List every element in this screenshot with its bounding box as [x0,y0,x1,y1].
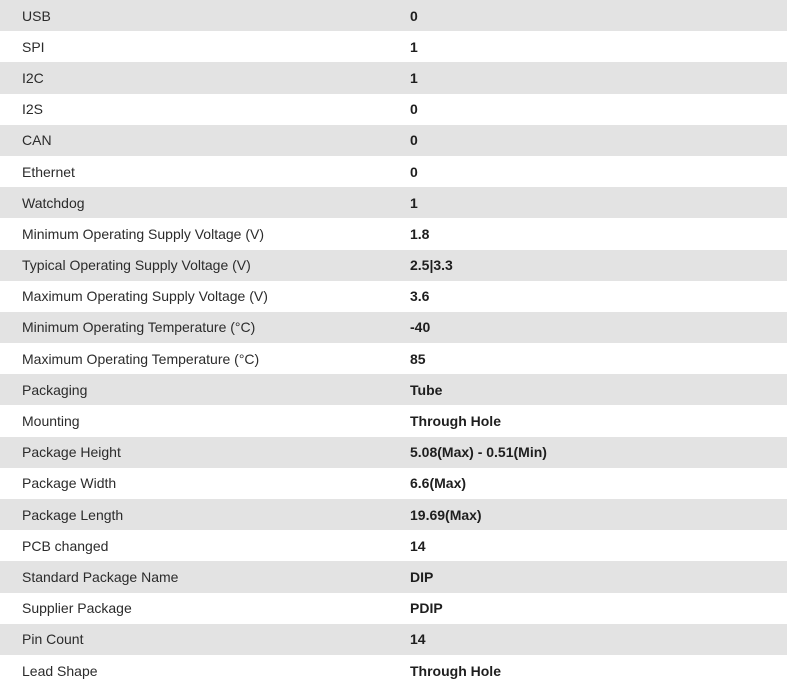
spec-row-package-length [0,499,787,530]
spec-value: Through Hole [410,662,501,679]
spec-row-spi [0,31,787,62]
spec-row-i2c [0,62,787,93]
spec-label: Typical Operating Supply Voltage (V) [22,257,251,274]
spec-value: -40 [410,319,431,336]
spec-row-ethernet [0,156,787,187]
spec-label: PCB changed [22,537,109,554]
spec-label: Package Height [22,444,121,461]
spec-label: Mounting [22,413,80,430]
spec-row-package-height [0,437,787,468]
spec-label: Lead Shape [22,662,98,679]
spec-value: 0 [410,132,418,149]
spec-value: 1 [410,69,418,86]
spec-value: 5.08(Max) - 0.51(Min) [410,444,547,461]
spec-value: 19.69(Max) [410,506,482,523]
spec-row-mounting [0,405,787,436]
spec-value: 1.8 [410,225,430,242]
spec-value: 6.6(Max) [410,475,467,492]
spec-label: USB [22,7,51,24]
spec-value: 3.6 [410,288,430,305]
spec-row-usb [0,0,787,31]
spec-row-max-temperature [0,343,787,374]
spec-value: 0 [410,101,418,118]
spec-label: Maximum Operating Temperature (°C) [22,350,260,367]
spec-row-standard-package-name [0,561,787,592]
spec-row-supplier-package [0,593,787,624]
spec-value: 0 [410,7,418,24]
spec-value: 2.5|3.3 [410,257,453,274]
spec-row-min-supply-voltage [0,218,787,249]
spec-label: Supplier Package [22,600,132,617]
spec-row-watchdog [0,187,787,218]
spec-label: Minimum Operating Supply Voltage (V) [22,225,264,242]
spec-value: DIP [410,568,434,585]
spec-row-i2s [0,94,787,125]
spec-label: Watchdog [22,194,85,211]
spec-row-max-supply-voltage [0,281,787,312]
spec-label: I2C [22,69,44,86]
spec-value: 1 [410,194,418,211]
spec-row-lead-shape [0,655,787,679]
spec-value: PDIP [410,600,443,617]
spec-value: 1 [410,38,418,55]
spec-label: I2S [22,101,44,118]
spec-label: Maximum Operating Supply Voltage (V) [22,288,268,305]
spec-row-pcb-changed [0,530,787,561]
spec-value: Tube [410,381,443,398]
spec-label: Package Width [22,475,117,492]
spec-label: CAN [22,132,52,149]
spec-row-pin-count [0,624,787,655]
spec-row-typical-supply-voltage [0,250,787,281]
spec-row-min-temperature [0,312,787,343]
spec-label: Pin Count [22,631,84,648]
spec-value: Through Hole [410,413,501,430]
spec-label: Packaging [22,381,88,398]
spec-label: Standard Package Name [22,568,179,585]
spec-row-can [0,125,787,156]
spec-row-package-width [0,468,787,499]
spec-value: 14 [410,537,426,554]
spec-label: Package Length [22,506,124,523]
spec-label: Ethernet [22,163,75,180]
spec-value: 14 [410,631,426,648]
spec-row-packaging [0,374,787,405]
spec-value: 85 [410,350,426,367]
spec-label: SPI [22,38,45,55]
spec-label: Minimum Operating Temperature (°C) [22,319,256,336]
spec-value: 0 [410,163,418,180]
